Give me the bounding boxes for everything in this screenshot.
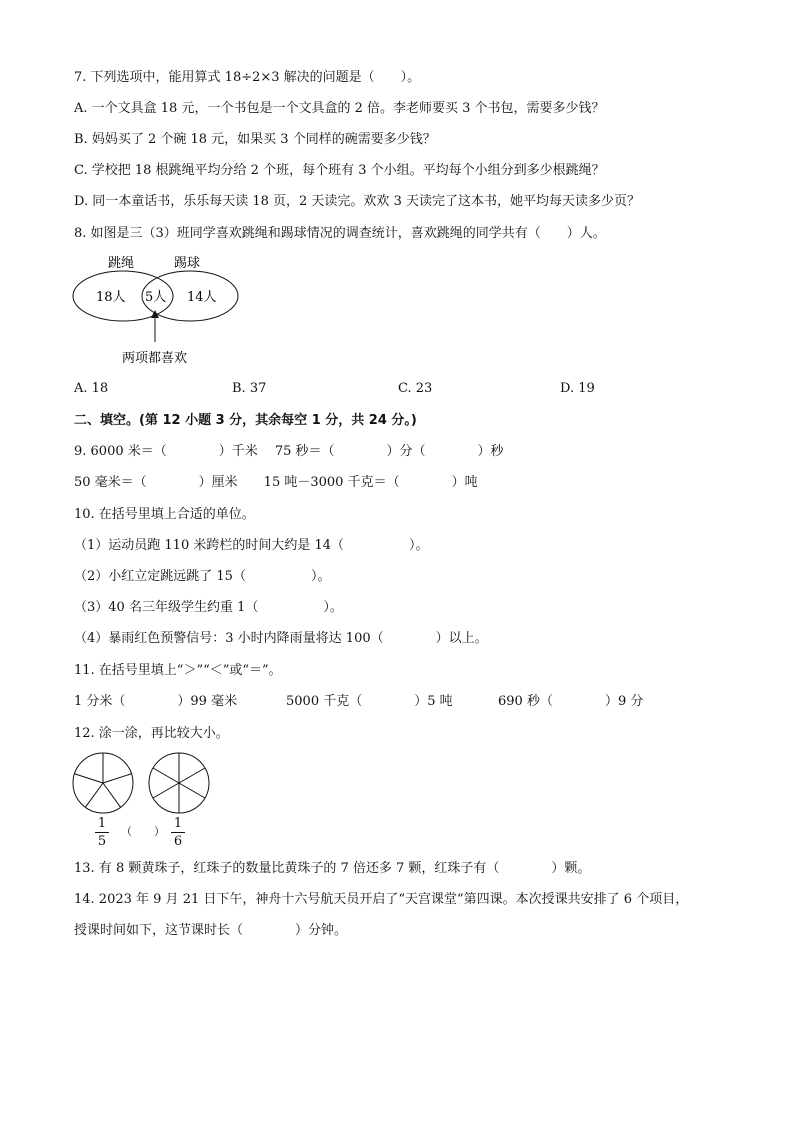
q14-line2 xyxy=(74,923,347,939)
circle-sixths-divider xyxy=(179,768,205,783)
q11-item-2 xyxy=(286,694,453,710)
q13-text-content: 13. 有 8 颗黄珠子，红珠子的数量比黄珠子的 7 倍还多 7 颗，红珠子有（ ）颗。 xyxy=(74,861,591,876)
q7-option-c-text: C. 学校把 18 根跳绳平均分给 2 个班，每个班有 3 个小组。平均每个小组分到多少根跳绳？ xyxy=(74,163,605,178)
q12-compare-blank-text: （ ） xyxy=(121,825,165,838)
q7-option-c xyxy=(74,163,605,179)
q9-line1 xyxy=(74,444,504,460)
venn-right-value: 14人 xyxy=(187,290,217,305)
q8-option-a: A. 18 xyxy=(74,381,109,396)
q8-stem xyxy=(74,226,606,242)
q10-item-2-text: （2）小红立定跳远跳了 15（ ）。 xyxy=(74,569,331,584)
q9-line2-text: 50 毫米＝（ ）厘米 15 吨－3000 千克＝（ ）吨 xyxy=(74,475,478,490)
section2-title xyxy=(74,413,417,429)
q10-item-4-text: （4）暴雨红色预警信号：3 小时内降雨量将达 100（ ）以上。 xyxy=(74,631,488,646)
q12-stem-text: 12. 涂一涂，再比较大小。 xyxy=(74,726,229,741)
q8-option-b: B. 37 xyxy=(232,381,267,396)
circle-sixths-divider xyxy=(153,783,179,798)
q10-item-3-text: （3）40 名三年级学生约重 1（ ）。 xyxy=(74,600,343,615)
circle-sixths-divider xyxy=(179,783,205,798)
q10-item-2 xyxy=(74,569,330,585)
circle-fifths-divider xyxy=(85,783,103,807)
q9-line1-text: 9. 6000 米＝（ ）千米 75 秒＝（ ）分（ ）秒 xyxy=(74,444,504,459)
fraction-one-sixth-denominator: 6 xyxy=(173,834,183,849)
circle-sixths[interactable] xyxy=(149,753,209,813)
fraction-one-sixth xyxy=(171,816,185,849)
fraction-bar xyxy=(171,832,185,833)
venn-arrow-caption: 两项都喜欢 xyxy=(122,351,188,366)
q11-item-3-text: 690 秒（ ）9 分 xyxy=(498,694,644,709)
q7-option-b xyxy=(74,132,436,148)
fraction-one-sixth-numerator: 1 xyxy=(173,816,183,831)
q8-option-d: D. 19 xyxy=(560,381,595,396)
q14-line1 xyxy=(74,892,688,908)
q14-line1-text: 14. 2023 年 9 月 21 日下午，神舟十六号航天员开启了“天宫课堂”第四课。本次授课共安排了 6 个项目， xyxy=(74,892,689,907)
fraction-circles xyxy=(70,750,220,820)
q8-option-c: C. 23 xyxy=(398,381,433,396)
q10-stem-text: 10. 在括号里填上合适的单位。 xyxy=(74,507,255,522)
q8-stem-text: 8. 如图是三（3）班同学喜欢跳绳和踢球情况的调查统计，喜欢跳绳的同学共有（ ）人。 xyxy=(74,226,606,241)
q7-option-a-text: A. 一个文具盒 18 元，一个书包是一个文具盒的 2 倍。李老师要买 3 个书包，需要多少钱？ xyxy=(74,101,605,116)
q11-stem xyxy=(74,663,282,679)
circle-fifths-divider xyxy=(103,774,132,783)
q10-item-4 xyxy=(74,631,488,647)
q7-option-d-text: D. 同一本童话书，乐乐每天读 18 页，2 天读完。欢欢 3 天读完了这本书，她平均每天读多少页？ xyxy=(74,194,640,209)
fraction-one-fifth-denominator: 5 xyxy=(97,834,107,849)
q12-compare-blank[interactable] xyxy=(121,824,165,840)
circle-sixths-divider xyxy=(153,768,179,783)
q7-option-d xyxy=(74,194,640,210)
circle-fifths[interactable] xyxy=(73,753,133,813)
q9-line2 xyxy=(74,475,478,491)
fraction-bar xyxy=(95,832,109,833)
q14-line2-text: 授课时间如下，这节课时长（ ）分钟。 xyxy=(74,923,348,938)
q7-option-a xyxy=(74,101,605,117)
fraction-one-fifth xyxy=(95,816,109,849)
q7-stem xyxy=(74,70,420,86)
q10-stem xyxy=(74,507,255,523)
venn-left-value: 18人 xyxy=(96,290,126,305)
circle-fifths-divider xyxy=(74,774,103,783)
venn-right-label: 踢球 xyxy=(174,256,201,271)
q7-option-b-text: B. 妈妈买了 2 个碗 18 元，如果买 3 个同样的碗需要多少钱？ xyxy=(74,132,436,147)
q7-stem-text: 7. 下列选项中，能用算式 18÷2×3 解决的问题是（ ）。 xyxy=(74,70,421,85)
q13-text xyxy=(74,861,590,877)
q11-item-1 xyxy=(74,694,237,710)
q11-item-3 xyxy=(498,694,643,710)
q11-stem-text: 11. 在括号里填上“＞”“＜”或“＝”。 xyxy=(74,663,282,678)
q10-item-3 xyxy=(74,600,343,616)
q12-stem xyxy=(74,726,229,742)
venn-diagram xyxy=(66,250,256,370)
venn-left-label: 跳绳 xyxy=(108,256,135,271)
circle-fifths-divider xyxy=(103,783,121,807)
q10-item-1-text: （1）运动员跑 110 米跨栏的时间大约是 14（ ）。 xyxy=(74,538,429,553)
venn-middle-value: 5人 xyxy=(145,290,167,305)
q11-item-1-text: 1 分米（ ）99 毫米 xyxy=(74,694,238,709)
q10-item-1 xyxy=(74,538,429,554)
q11-item-2-text: 5000 千克（ ）5 吨 xyxy=(286,694,453,709)
section2-title-text: 二、填空。(第 12 小题 3 分，其余每空 1 分，共 24 分。) xyxy=(74,413,417,428)
fraction-one-fifth-numerator: 1 xyxy=(97,816,107,831)
